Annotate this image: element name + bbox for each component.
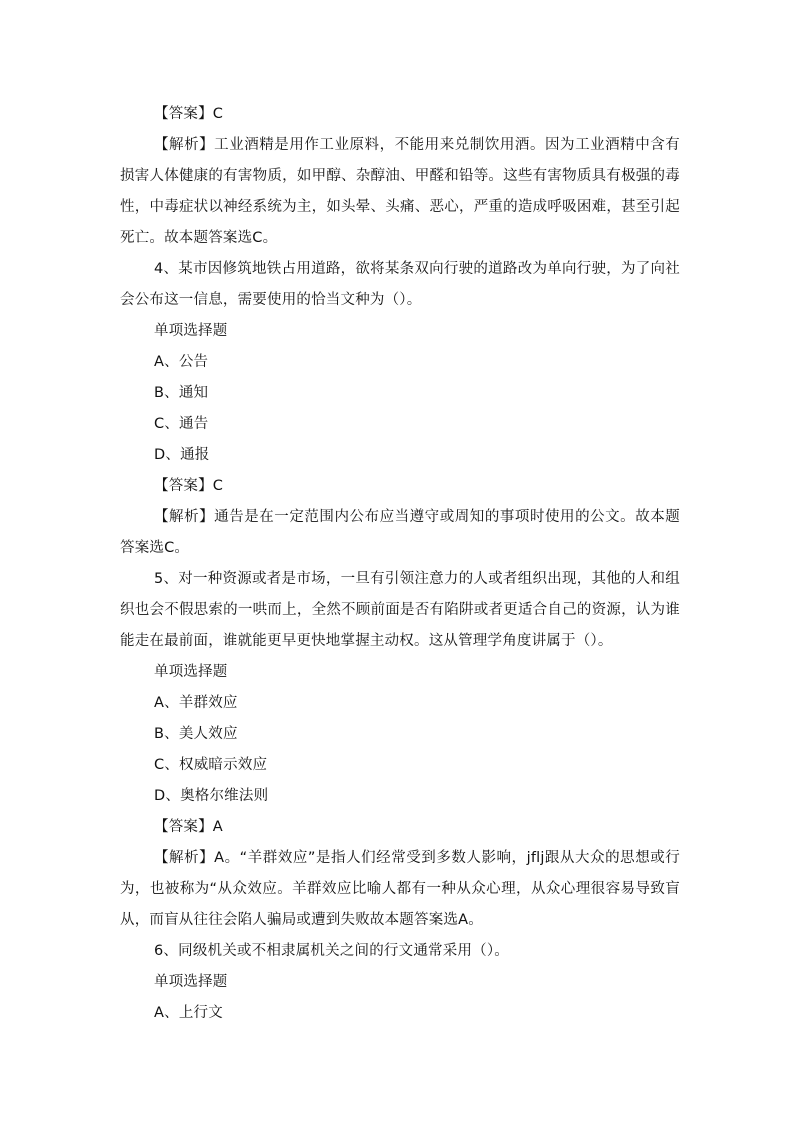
q4-question: 4、某市因修筑地铁占用道路，欲将某条双向行驶的道路改为单向行驶，为了向社会公布这一信息，需要使用的恰当文种为（）。	[120, 261, 680, 308]
q4-option-c: C、通告	[154, 416, 209, 432]
q5-option-a: A、羊群效应	[154, 695, 238, 711]
q5-analysis: 【解析】A。“羊群效应”是指人们经常受到多数人影响，jflj跟从大众的思想或行为，也被称为“从众效应。羊群效应比喻人都有一种从众心理，从众心理很容易导致盲从，而盲从往往会陷人骗局或遭到失败故本题答案选A。	[120, 850, 680, 928]
q4-answer: 【答案】C	[154, 478, 224, 494]
q5-question: 5、对一种资源或者是市场，一旦有引领注意力的人或者组织出现，其他的人和组织也会不假思索的一哄而上，全然不顾前面是否有陷阱或者更适合自己的资源，认为谁能走在最前面，谁就能更早更快地掌握主动权。这从管理学角度讲属于（）。	[120, 571, 680, 649]
document-content	[120, 99, 680, 1029]
q4-option-b: B、通知	[154, 385, 209, 401]
q5-type: 单项选择题	[154, 664, 228, 680]
q4-option-d: D、通报	[154, 447, 210, 463]
q6-option-a: A、上行文	[154, 1005, 223, 1021]
q4-analysis: 【解析】通告是在一定范围内公布应当遵守或周知的事项时使用的公文。故本题答案选C。	[120, 509, 680, 556]
q5-option-c: C、权威暗示效应	[154, 757, 268, 773]
q5-option-d: D、奥格尔维法则	[154, 788, 269, 804]
q3-answer: 【答案】C	[154, 106, 224, 122]
q6-type: 单项选择题	[154, 974, 228, 990]
q4-option-a: A、公告	[154, 354, 209, 370]
q5-option-b: B、美人效应	[154, 726, 238, 742]
q5-answer: 【答案】A	[154, 819, 223, 835]
q3-analysis: 【解析】工业酒精是用作工业原料，不能用来兑制饮用酒。因为工业酒精中含有损害人体健康的有害物质，如甲醇、杂醇油、甲醛和铅等。这些有害物质具有极强的毒性，中毒症状以神经系统为主，如头晕、头痛、恶心，严重的造成呼吸困难，甚至引起死亡。故本题答案选C。	[120, 137, 680, 246]
q4-type: 单项选择题	[154, 323, 228, 339]
q6-question: 6、同级机关或不相隶属机关之间的行文通常采用（）。	[154, 943, 509, 959]
